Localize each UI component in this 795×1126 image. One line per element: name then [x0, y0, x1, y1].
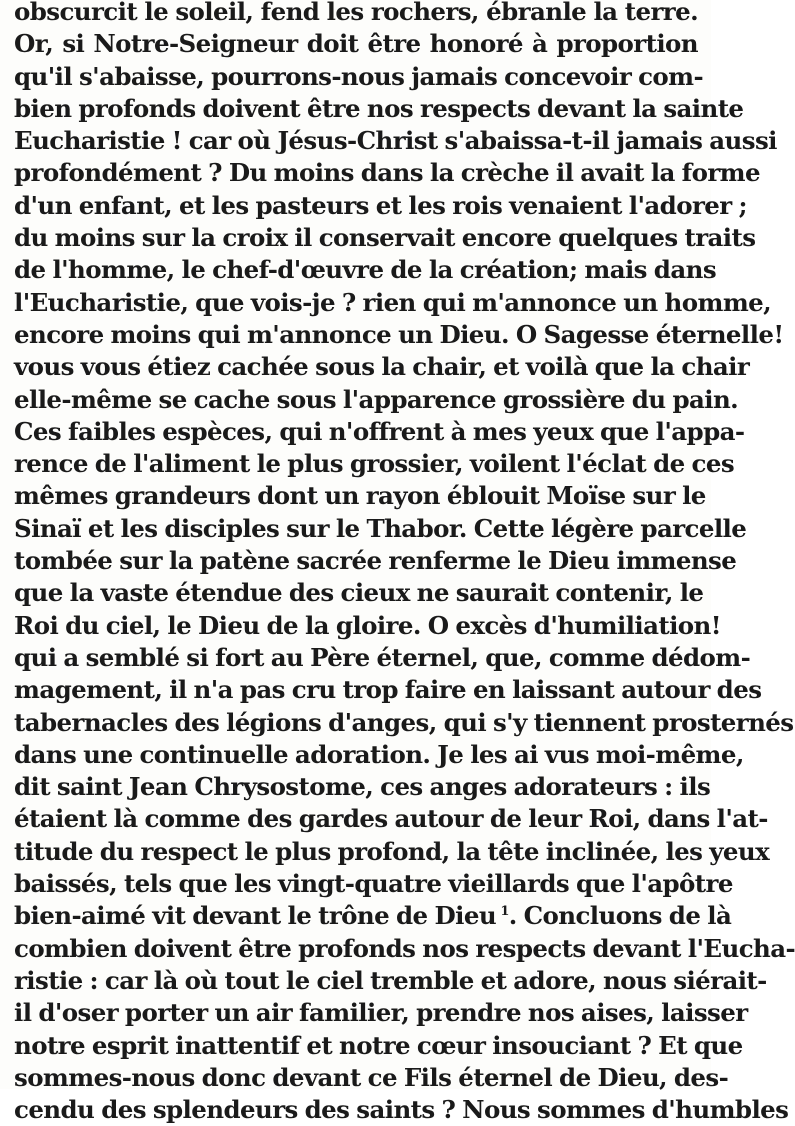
- text-line: magement, il n'a pas cru trop faire en laissant autour des: [14, 675, 762, 705]
- body-text: [14, 0, 795, 1126]
- text-line: Ces faibles espèces, qui n'offrent à mes yeux que l'appa-: [14, 416, 745, 446]
- text-line: du moins sur la croix il conservait encore quelques traits: [14, 223, 756, 253]
- text-line: baissés, tels que les vingt-quatre vieillards que l'apôtre: [14, 869, 733, 899]
- text-line: tabernacles des légions d'anges, qui s'y tiennent prosternés: [14, 707, 794, 737]
- text-line: Roi du ciel, le Dieu de la gloire. O excès d'humiliation!: [14, 610, 721, 640]
- text-segment: . Concluons de là: [508, 901, 732, 931]
- text-line: titude du respect le plus profond, la tête inclinée, les yeux: [14, 836, 770, 866]
- text-line: Sinaï et les disciples sur le Thabor. Cette légère parcelle: [14, 513, 747, 543]
- text-line: ristie : car là où tout le ciel tremble et adore, nous siérait-: [14, 965, 767, 995]
- text-line: encore moins qui m'annonce un Dieu. O Sagesse éternelle!: [14, 319, 784, 349]
- text-line: rence de l'aliment le plus grossier, voilent l'éclat de ces: [14, 449, 735, 479]
- text-line: l'Eucharistie, que vois-je ? rien qui m'annonce un homme,: [14, 287, 772, 317]
- text-line: sommes-nous donc devant ce Fils éternel de Dieu, des-: [14, 1062, 729, 1092]
- text-line: de l'homme, le chef-d'œuvre de la création; mais dans: [14, 255, 717, 285]
- text-line: obscurcit le soleil, fend les rochers, ébranle la terre.: [14, 0, 698, 26]
- text-line: qu'il s'abaisse, pourrons-nous jamais concevoir com-: [14, 61, 704, 91]
- text-line: que la vaste étendue des cieux ne saurait contenir, le: [14, 578, 704, 608]
- text-line: Or, si Notre-Seigneur doit être honoré à proportion: [14, 29, 698, 59]
- text-line: bien profonds doivent être nos respects devant la sainte: [14, 93, 744, 123]
- text-line: cendu des splendeurs des saints ? Nous sommes d'humbles: [14, 1095, 789, 1125]
- text-line: d'un enfant, et les pasteurs et les rois venaient l'adorer ;: [14, 190, 747, 220]
- text-line: Eucharistie ! car où Jésus-Christ s'abaissa-t-il jamais aussi: [14, 126, 777, 156]
- text-line-with-footnote: [14, 900, 732, 932]
- text-line: dit saint Jean Chrysostome, ces anges adorateurs : ils: [14, 772, 711, 802]
- text-line: tombée sur la patène sacrée renferme le Dieu immense: [14, 546, 737, 576]
- text-line: mêmes grandeurs dont un rayon éblouit Moïse sur le: [14, 481, 706, 511]
- text-line: profondément ? Du moins dans la crèche il avait la forme: [14, 158, 760, 188]
- text-line: étaient là comme des gardes autour de leur Roi, dans l'at-: [14, 804, 768, 834]
- text-segment: bien-aimé vit devant le trône de Dieu: [14, 901, 497, 931]
- footnote-marker[interactable]: 1: [500, 904, 509, 920]
- text-line: notre esprit inattentif et notre cœur insouciant ? Et que: [14, 1030, 743, 1060]
- text-line: combien doivent être profonds nos respects devant l'Eucha-: [14, 933, 795, 963]
- text-line: il d'oser porter un air familier, prendre nos aises, laisser: [14, 998, 748, 1028]
- text-line: elle-même se cache sous l'apparence grossière du pain.: [14, 384, 739, 414]
- text-line: qui a semblé si fort au Père éternel, que, comme dédom-: [14, 642, 751, 672]
- text-line: vous vous étiez cachée sous la chair, et voilà que la chair: [14, 352, 750, 382]
- text-line: dans une continuelle adoration. Je les ai vus moi-même,: [14, 739, 744, 769]
